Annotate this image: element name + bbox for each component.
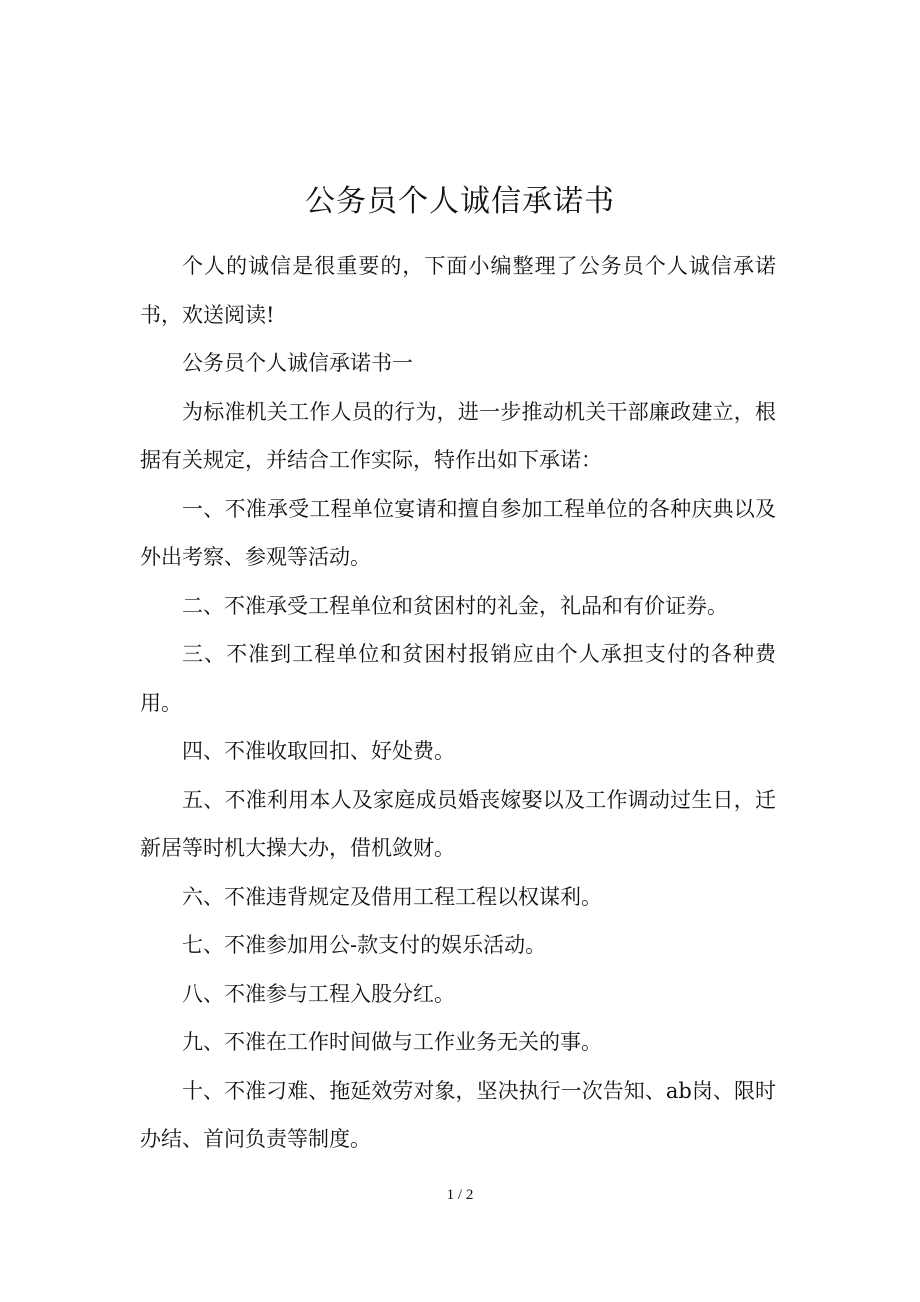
commitment-item-6: 六、不准违背规定及借用工程工程以权谋利。: [182, 884, 602, 909]
commitment-item-10: 十、不准刁难、拖延效劳对象，坚决执行一次告知、ab岗、限时办结、首问负责等制度。: [140, 1078, 776, 1151]
document-body: [140, 242, 776, 1164]
commitment-item-1: 一、不准承受工程单位宴请和擅自参加工程单位的各种庆典以及外出考察、参观等活动。: [140, 496, 776, 569]
paragraph-preamble: 为标准机关工作人员的行为，进一步推动机关干部廉政建立，根据有关规定，并结合工作实际，特作出如下承诺：: [140, 399, 776, 472]
paragraph-section-heading: 公务员个人诚信承诺书一: [182, 351, 413, 375]
commitment-item-7: 七、不准参加用公-款支付的娱乐活动。: [182, 933, 547, 957]
paragraph-intro: 个人的诚信是很重要的，下面小编整理了公务员个人诚信承诺书，欢送阅读!: [140, 254, 776, 327]
document-title: 公务员个人诚信承诺书: [305, 184, 615, 219]
commitment-item-8: 八、不准参与工程入股分红。: [182, 981, 455, 1006]
page-number: 1 / 2: [446, 1187, 474, 1203]
commitment-item-4: 四、不准收取回扣、好处费。: [182, 739, 455, 763]
commitment-item-5: 五、不准利用本人及家庭成员婚丧嫁娶以及工作调动过生日，迁新居等时机大操大办，借机敛财。: [140, 787, 776, 860]
commitment-item-2: 二、不准承受工程单位和贫困村的礼金，礼品和有价证券。: [182, 593, 728, 618]
commitment-item-3: 三、不准到工程单位和贫困村报销应由个人承担支付的各种费用。: [140, 642, 776, 715]
commitment-item-9: 九、不准在工作时间做与工作业务无关的事。: [182, 1030, 602, 1054]
